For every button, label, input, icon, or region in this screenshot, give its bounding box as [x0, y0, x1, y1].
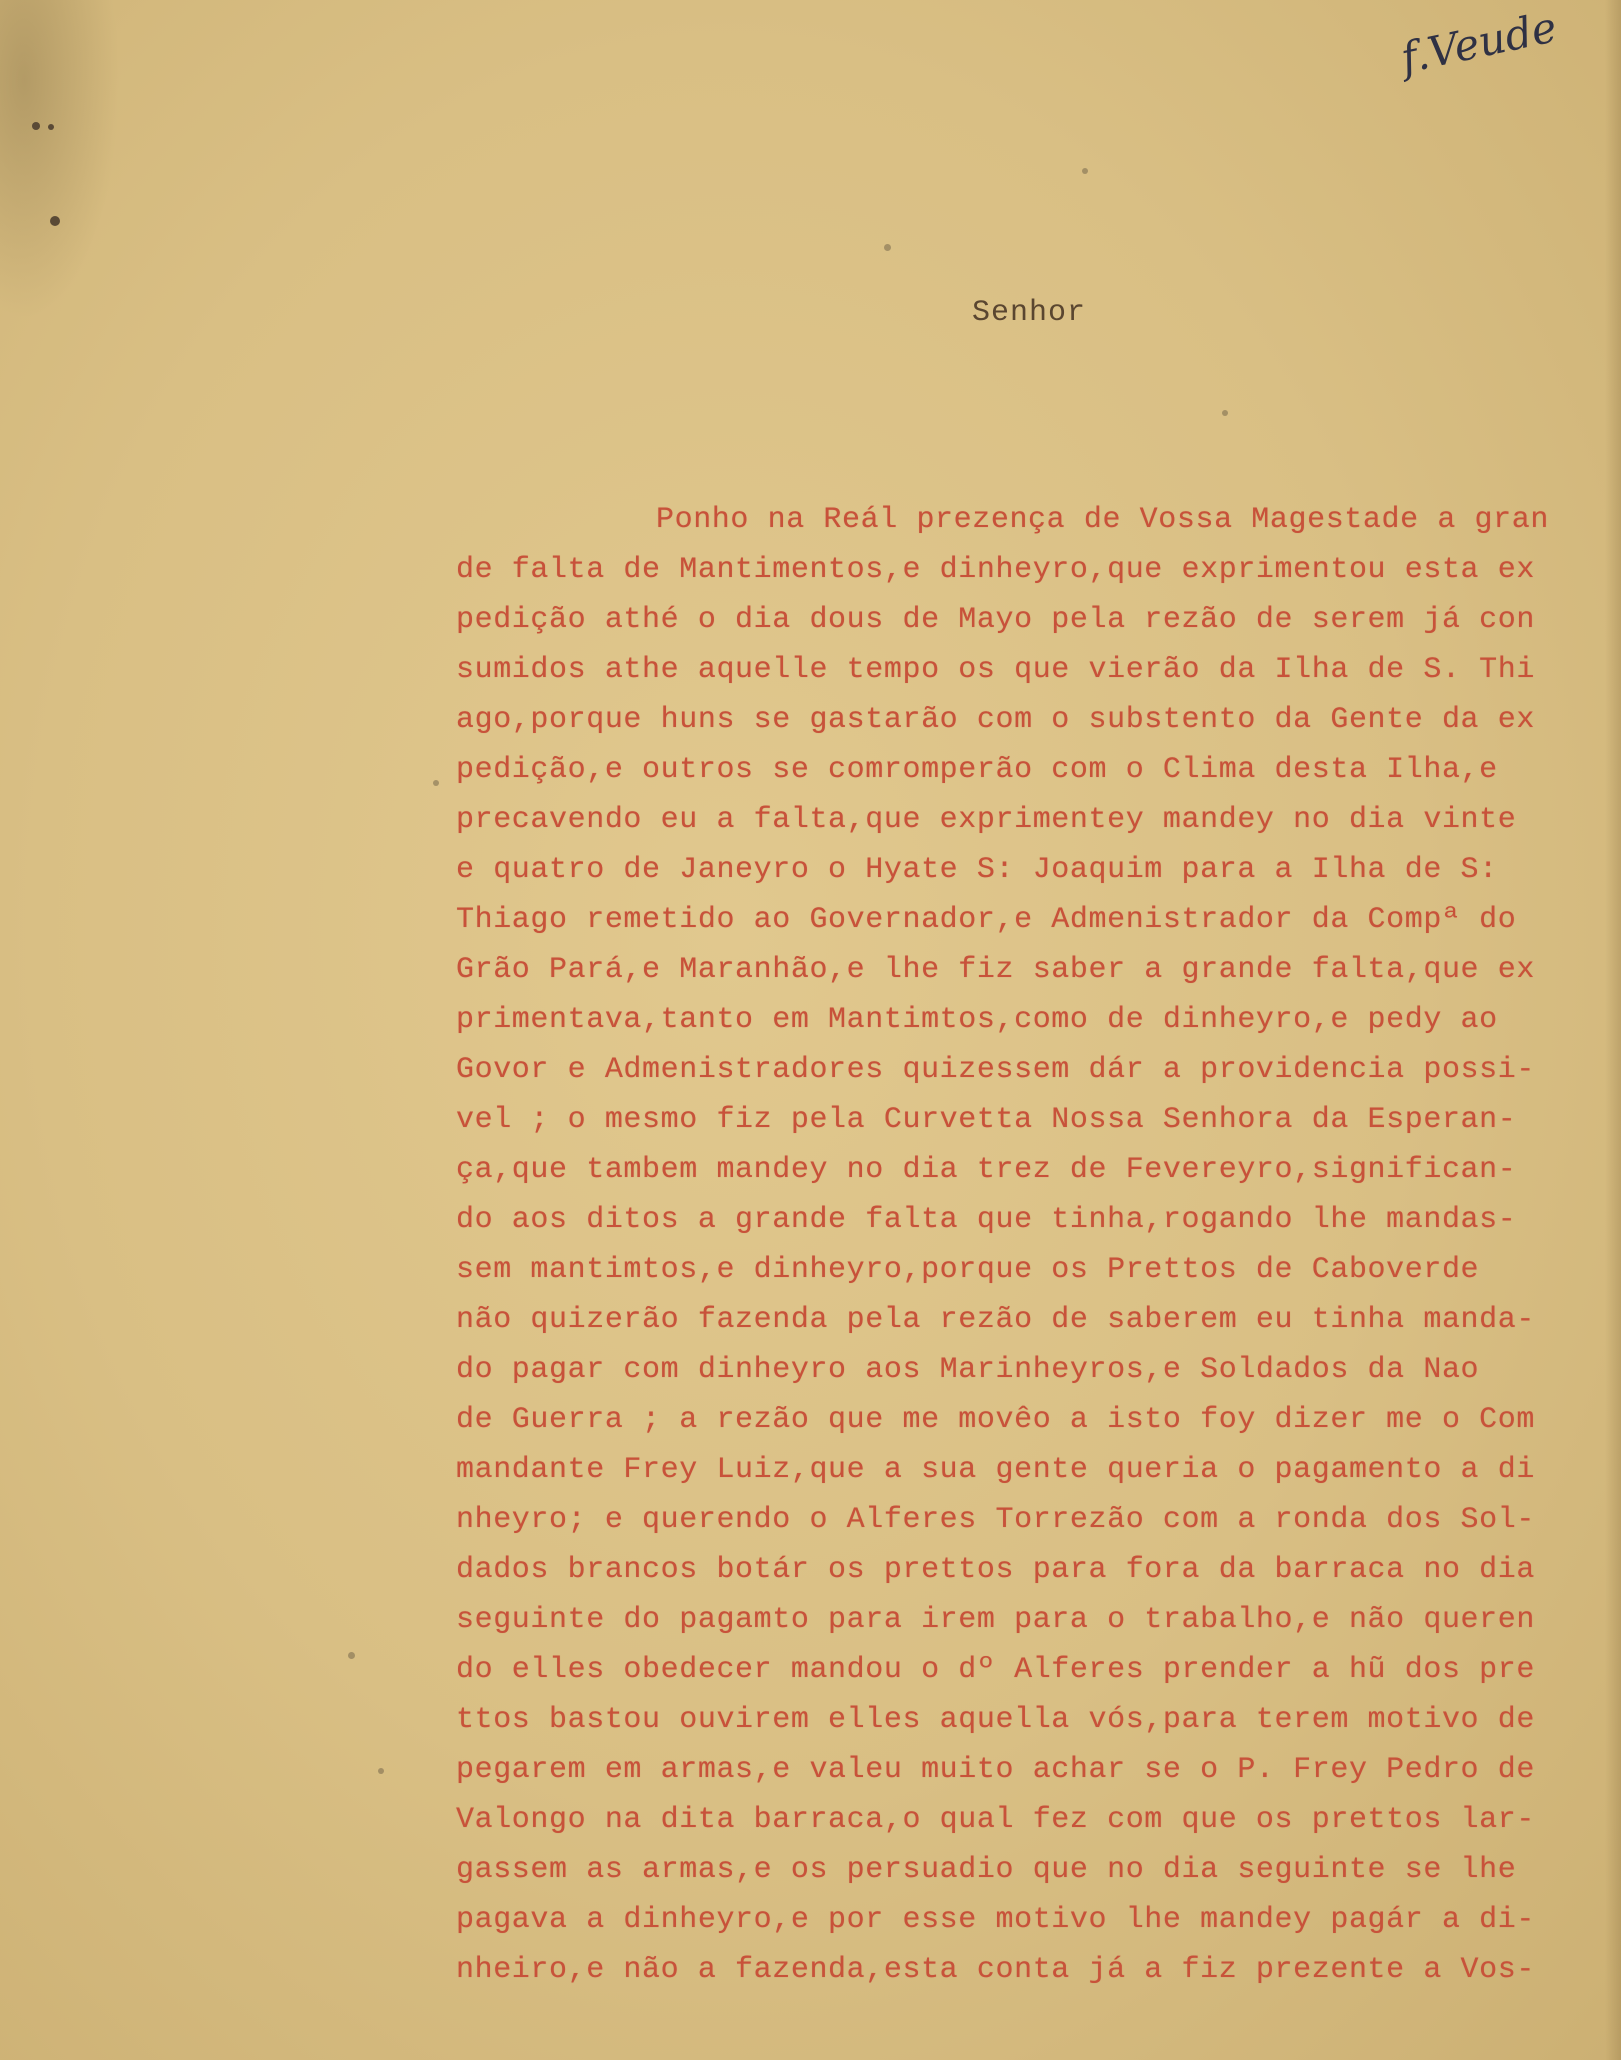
paper-speck [433, 780, 439, 786]
text-line: nheyro; e querendo o Alferes Torrezão com a ronda dos Sol- [456, 1503, 1535, 1537]
punch-mark [48, 124, 54, 130]
text-line: Valongo na dita barraca,o qual fez com que os prettos lar- [456, 1803, 1535, 1837]
text-line: pegarem em armas,e valeu muito achar se o P. Frey Pedro de [456, 1753, 1535, 1787]
paper-speck [884, 244, 891, 251]
text-line: ago,porque huns se gastarão com o substento da Gente da ex [456, 703, 1535, 737]
paper-speck [348, 1652, 355, 1659]
text-line: de falta de Mantimentos,e dinheyro,que exprimentou esta ex [456, 553, 1535, 587]
text-line: de Guerra ; a rezão que me movêo a isto foy dizer me o Com [456, 1403, 1535, 1437]
text-line: do elles obedecer mandou o dº Alferes prender a hũ dos pre [456, 1653, 1535, 1687]
text-line: pagava a dinheyro,e por esse motivo lhe mandey pagár a di- [456, 1903, 1535, 1937]
paper-stain [0, 0, 120, 320]
letter-body [456, 495, 1608, 1995]
text-line: Ponho na Reál prezença de Vossa Magestade a gran [656, 503, 1549, 537]
text-line: precavendo eu a falta,que exprimentey mandey no dia vinte [456, 803, 1517, 837]
signature: f.Veude [1396, 2, 1561, 83]
text-line: Govor e Admenistradores quizessem dár a providencia possi- [456, 1053, 1535, 1087]
paper-speck [1082, 168, 1088, 174]
text-line: dados brancos botár os prettos para fora da barraca no dia [456, 1553, 1535, 1587]
text-line: pedição athé o dia dous de Mayo pela rezão de serem já con [456, 603, 1535, 637]
text-line: sem mantimtos,e dinheyro,porque os Prettos de Caboverde [456, 1253, 1480, 1287]
paper-speck [1222, 410, 1228, 416]
text-line: do aos ditos a grande falta que tinha,rogando lhe mandas- [456, 1203, 1517, 1237]
text-line: ça,que tambem mandey no dia trez de Fevereyro,significan- [456, 1153, 1517, 1187]
text-line: nheiro,e não a fazenda,esta conta já a fiz prezente a Vos- [456, 1953, 1535, 1987]
text-line: Grão Pará,e Maranhão,e lhe fiz saber a grande falta,que ex [456, 953, 1535, 987]
salutation: Senhor [972, 296, 1087, 330]
text-line: do pagar com dinheyro aos Marinheyros,e Soldados da Nao [456, 1353, 1480, 1387]
text-line: primentava,tanto em Mantimtos,como de dinheyro,e pedy ao [456, 1003, 1498, 1037]
text-line: mandante Frey Luiz,que a sua gente queria o pagamento a di [456, 1453, 1535, 1487]
text-line: não quizerão fazenda pela rezão de saberem eu tinha manda- [456, 1303, 1535, 1337]
punch-mark [32, 122, 40, 130]
text-line: vel ; o mesmo fiz pela Curvetta Nossa Senhora da Esperan- [456, 1103, 1517, 1137]
text-line: Thiago remetido ao Governador,e Admenistrador da Compª do [456, 903, 1517, 937]
text-line: ttos bastou ouvirem elles aquella vós,para terem motivo de [456, 1703, 1535, 1737]
paper-speck [378, 1768, 384, 1774]
punch-mark [50, 216, 60, 226]
text-line: sumidos athe aquelle tempo os que vierão da Ilha de S. Thi [456, 653, 1535, 687]
text-line: pedição,e outros se comromperão com o Clima desta Ilha,e [456, 753, 1498, 787]
text-line: seguinte do pagamto para irem para o trabalho,e não queren [456, 1603, 1535, 1637]
text-line: e quatro de Janeyro o Hyate S: Joaquim para a Ilha de S: [456, 853, 1498, 887]
text-line: gassem as armas,e os persuadio que no dia seguinte se lhe [456, 1853, 1517, 1887]
